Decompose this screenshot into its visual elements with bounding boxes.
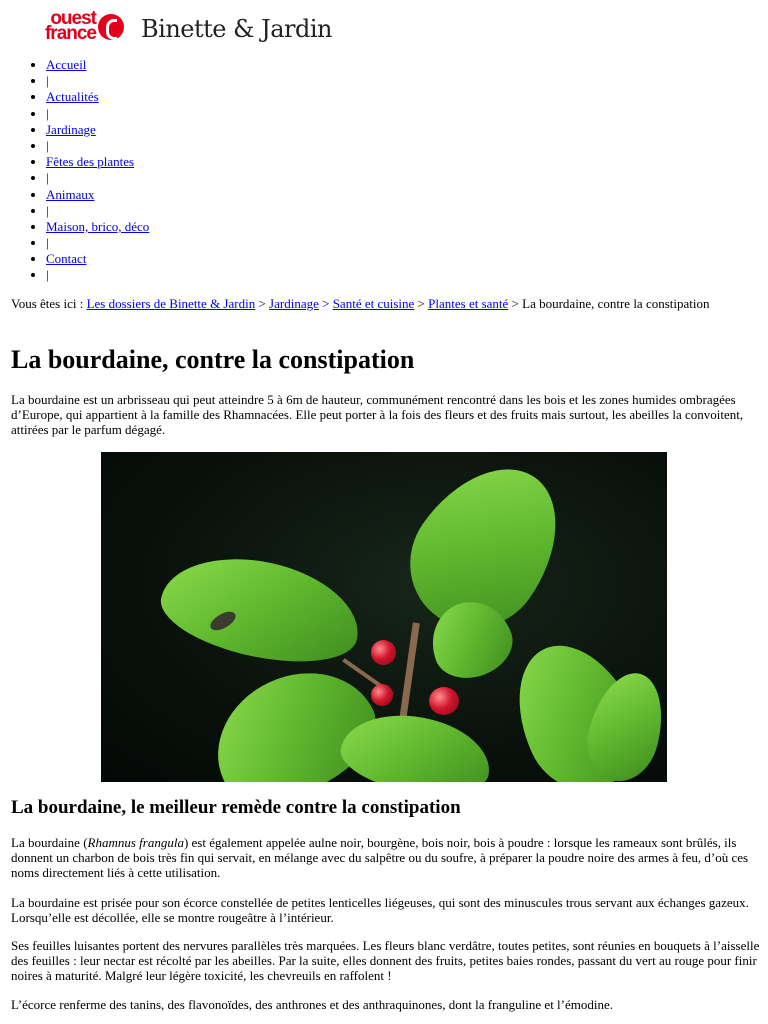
paragraph-text: La bourdaine ( xyxy=(11,835,88,850)
article-paragraph xyxy=(11,835,763,880)
ouest-france-logo[interactable] xyxy=(28,8,124,44)
nav-link-fetes-des-plantes[interactable]: Fêtes des plantes xyxy=(46,154,135,170)
photo-berry xyxy=(371,640,396,665)
nav-link-actualites[interactable]: Actualités xyxy=(46,89,99,105)
nav-item-accueil xyxy=(46,57,149,73)
paragraph-text: ) est également appelée aulne noir, bourgène, bois noir, bois à poudre : lorsque les rameaux sont brûlés, ils donnent un charbon de bois très fin qui servait, en mélange avec du salpêtre ou du soufre, à préparer la poudre noire des armes à feu, d’où ces noms directement liés à cette utilisation. xyxy=(11,835,749,880)
article-intro: La bourdaine est un arbrisseau qui peut atteindre 5 à 6m de hauteur, communément rencontré dans les bois et les zones humides ombragées d’Europe, qui appartient à la famille des Rhamnacées. Elle peut porter à la fois des fleurs et des fruits mais surtout, les abeilles la convoitent, attirées par le parfum dégagé. xyxy=(11,392,744,437)
article-paragraph: La bourdaine est prisée pour son écorce constellée de petites lenticelles liégeuses, qui sont des minuscules trous servant aux échanges gazeux. Lorsqu’elle est décollée, elle se montre rougeâtre à l’intérieur. xyxy=(11,895,749,925)
nav-link-animaux[interactable]: Animaux xyxy=(46,186,95,202)
breadcrumb xyxy=(11,296,711,312)
breadcrumb-link-sante-cuisine[interactable]: Santé et cuisine xyxy=(332,296,415,311)
page-title: La bourdaine, contre la constipation xyxy=(11,345,415,374)
breadcrumb-sep: > xyxy=(258,296,266,311)
nav-link-accueil[interactable]: Accueil xyxy=(46,57,87,72)
article-photo-bourdaine xyxy=(101,452,667,782)
photo-berry xyxy=(429,687,459,715)
latin-name: Rhamnus frangula xyxy=(87,835,184,850)
ouest-france-logo-text: ouest france xyxy=(44,8,96,44)
breadcrumb-link-jardinage[interactable]: Jardinage xyxy=(269,296,319,311)
nav-item-actualites xyxy=(46,89,149,105)
breadcrumb-sep: > xyxy=(511,296,519,311)
breadcrumb-prefix: Vous êtes ici : xyxy=(11,296,84,311)
ouest-france-logo-icon xyxy=(98,14,124,40)
breadcrumb-sep: > xyxy=(322,296,330,311)
nav-separator: • | xyxy=(46,106,149,122)
breadcrumb-current: La bourdaine, contre la constipation xyxy=(522,296,710,311)
breadcrumb-link-dossiers[interactable]: Les dossiers de Binette & Jardin xyxy=(86,296,256,311)
nav-item-contact xyxy=(46,251,149,267)
photo-leaf xyxy=(153,542,368,677)
main-nav xyxy=(0,57,149,284)
article-paragraph: Ses feuilles luisantes portent des nervures parallèles très marquées. Les fleurs blanc verdâtre, toutes petites, sont réunies en bouquets à l’aisselle des feuilles : leur nectar est récolté par les abeilles. Par la suite, elles donnent des fruits, petites baies rondes, passant du vert au rouge pour finir noires à maturité. Malgré leur légère toxicité, les chevreuils en raffolent ! xyxy=(11,938,760,983)
nav-link-maison-brico-deco[interactable]: Maison, brico, déco xyxy=(46,218,150,234)
nav-separator: • | xyxy=(46,235,149,251)
nav-separator: • | xyxy=(46,73,149,89)
nav-link-jardinage[interactable]: Jardinage xyxy=(46,121,96,137)
nav-link-contact[interactable]: Contact xyxy=(46,251,87,267)
nav-separator: • | xyxy=(46,170,149,186)
nav-item-maison xyxy=(46,219,149,235)
binette-jardin-logo[interactable]: Binette & Jardin xyxy=(141,15,332,43)
breadcrumb-link-plantes-sante[interactable]: Plantes et santé xyxy=(428,296,509,311)
photo-berry xyxy=(371,684,393,706)
nav-separator: • | xyxy=(46,138,149,154)
nav-item-fetes xyxy=(46,154,149,170)
nav-separator: • | xyxy=(46,267,149,283)
article-paragraph: L’écorce renferme des tanins, des flavonoïdes, des anthrones et des anthraquinones, dont la franguline et l’émodine. xyxy=(11,997,614,1012)
section-heading: La bourdaine, le meilleur remède contre la constipation xyxy=(11,797,461,818)
nav-item-animaux xyxy=(46,187,149,203)
nav-separator: • | xyxy=(46,203,149,219)
nav-item-jardinage xyxy=(46,122,149,138)
breadcrumb-sep: > xyxy=(417,296,425,311)
